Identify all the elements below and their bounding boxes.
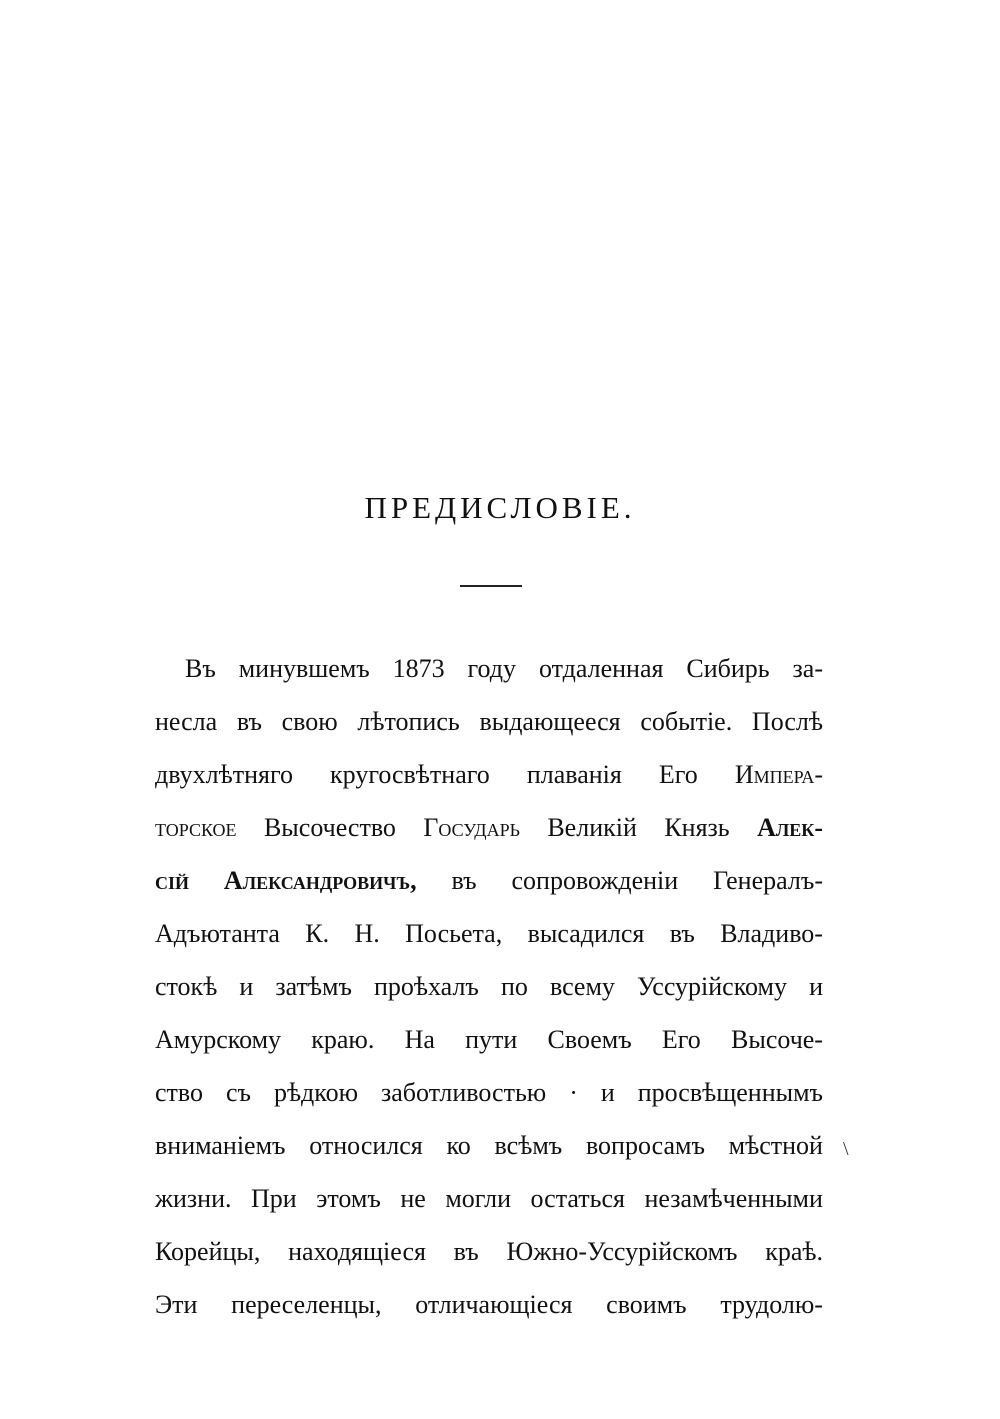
word: Импера-	[734, 760, 823, 789]
word: минувшемъ	[238, 654, 370, 683]
preface-paragraph	[155, 642, 823, 1331]
word: всему	[549, 972, 615, 1001]
word: мѣстной	[728, 1131, 823, 1160]
word: пути	[465, 1025, 518, 1054]
word: На	[404, 1025, 435, 1054]
word: находящіеся	[288, 1237, 426, 1266]
word: Владиво-	[720, 919, 823, 948]
word: краѣ.	[765, 1237, 823, 1266]
word: Эти	[155, 1290, 198, 1319]
word: ство	[155, 1078, 204, 1107]
word: торское	[155, 813, 237, 842]
word: съ	[225, 1078, 251, 1107]
word: жизни.	[155, 1184, 232, 1213]
word: этомъ	[316, 1184, 381, 1213]
word: краю.	[311, 1025, 375, 1054]
word: Уссурійскому	[637, 972, 787, 1001]
word: своимъ	[606, 1290, 687, 1319]
word: Александровичъ,	[223, 866, 417, 895]
word: не	[400, 1184, 426, 1213]
word: Послѣ	[751, 707, 823, 736]
word: Алек-	[757, 813, 823, 842]
word: отдаленная	[538, 654, 664, 683]
word: Сибирь	[686, 654, 770, 683]
word: Посьета,	[405, 919, 503, 948]
word: кругосвѣтнаго	[330, 760, 490, 789]
text-line	[155, 695, 823, 748]
word: Адъютанта	[155, 919, 280, 948]
text-line	[155, 801, 823, 854]
word: Его	[658, 760, 698, 789]
word: отличающіеся	[415, 1290, 573, 1319]
word: незамѣченными	[644, 1184, 823, 1213]
word: Его	[661, 1025, 701, 1054]
word: въ	[453, 1237, 479, 1266]
text-line	[155, 854, 823, 907]
word: Н.	[354, 919, 380, 948]
word: событіе.	[640, 707, 733, 736]
word: ·	[569, 1078, 578, 1107]
text-line	[155, 1119, 823, 1172]
text-line	[155, 748, 823, 801]
word: свою	[281, 707, 338, 736]
text-line	[155, 1225, 823, 1278]
word: рѣдкою	[273, 1078, 359, 1107]
word: сопровожденіи	[511, 866, 679, 895]
word: и	[239, 972, 254, 1001]
word: Великій	[547, 813, 637, 842]
word: несла	[155, 707, 218, 736]
word: Корейцы,	[155, 1237, 261, 1266]
word: При	[251, 1184, 297, 1213]
word: 1873	[392, 654, 445, 683]
word: всѣмъ	[494, 1131, 563, 1160]
word: относился	[309, 1131, 423, 1160]
word: за-	[792, 654, 823, 683]
word: К.	[305, 919, 330, 948]
word: ко	[446, 1131, 471, 1160]
word: остаться	[530, 1184, 625, 1213]
word: и	[600, 1078, 615, 1107]
word: Высоче-	[731, 1025, 823, 1054]
word: Амурскому	[155, 1025, 282, 1054]
word: году	[467, 654, 517, 683]
heading-divider	[460, 585, 522, 587]
word: Своемъ	[547, 1025, 632, 1054]
word: въ	[451, 866, 477, 895]
word: въ	[669, 919, 695, 948]
word: Въ	[185, 654, 216, 683]
word: заботливостью	[381, 1078, 547, 1107]
word: стокѣ	[155, 972, 218, 1001]
page-heading: ПРЕДИСЛОВІЕ.	[364, 490, 636, 525]
text-line	[155, 960, 823, 1013]
word: просвѣщеннымъ	[637, 1078, 823, 1107]
word: по	[500, 972, 528, 1001]
word: и	[809, 972, 823, 1001]
word: двухлѣтняго	[155, 760, 293, 789]
text-line	[155, 1172, 823, 1225]
word: Высочество	[263, 813, 396, 842]
word: высадился	[527, 919, 645, 948]
word: въ	[236, 707, 262, 736]
word: Государь	[423, 813, 520, 842]
word: Генералъ-	[713, 866, 823, 895]
text-line	[155, 907, 823, 960]
text-line	[155, 1066, 823, 1119]
word: затѣмъ	[275, 972, 352, 1001]
word: плаванія	[526, 760, 622, 789]
word: Князь	[664, 813, 730, 842]
text-line	[155, 642, 823, 695]
word: вниманіемъ	[155, 1131, 286, 1160]
word: вопросамъ	[585, 1131, 705, 1160]
word: Южно-Уссурійскомъ	[506, 1237, 738, 1266]
word: проѣхалъ	[373, 972, 479, 1001]
text-line	[155, 1013, 823, 1066]
word: сій	[155, 866, 190, 895]
word: могли	[445, 1184, 511, 1213]
word: лѣтопись	[357, 707, 460, 736]
word: переселенцы,	[231, 1290, 382, 1319]
margin-mark: \	[843, 1138, 849, 1160]
text-line	[155, 1278, 823, 1331]
word: выдающееся	[479, 707, 621, 736]
word: трудолю-	[720, 1290, 823, 1319]
